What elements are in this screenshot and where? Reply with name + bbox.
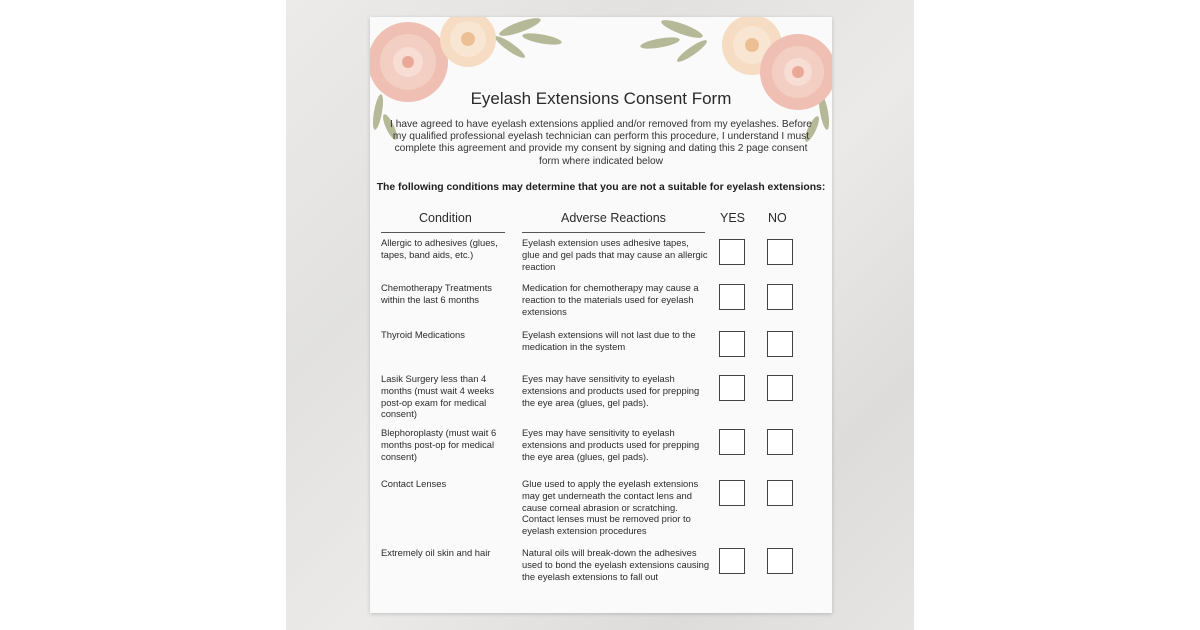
reaction-cell: Eyelash extensions will not last due to the medication in the system (522, 329, 696, 352)
column-header-condition: Condition (419, 211, 472, 225)
column-header-yes: YES (720, 211, 746, 225)
suitability-notice: The following conditions may determine that you are not a suitable for eyelash extensions: (376, 182, 826, 193)
consent-form-page (370, 17, 832, 613)
yes-checkbox[interactable] (719, 284, 745, 310)
no-checkbox[interactable] (767, 480, 793, 506)
no-checkbox[interactable] (767, 375, 793, 401)
condition-cell: Blephoroplasty (must wait 6 months post-op for medical consent) (381, 427, 497, 462)
yes-checkbox[interactable] (719, 480, 745, 506)
reaction-cell: Glue used to apply the eyelash extensions may get underneath the contact lens and cause corneal abrasion or scratching. Contact lenses must be removed prior to eyelash extension procedures (522, 478, 699, 537)
column-header-no: NO (768, 211, 787, 225)
yes-checkbox[interactable] (719, 548, 745, 574)
yes-checkbox[interactable] (719, 331, 745, 357)
yes-checkbox[interactable] (719, 375, 745, 401)
reaction-cell: Eyes may have sensitivity to eyelash extensions and products used for prepping the eye area (glues, gel pads). (522, 373, 700, 408)
no-checkbox[interactable] (767, 548, 793, 574)
condition-cell: Lasik Surgery less than 4 months (must wait 4 weeks post-op exam for medical consent) (381, 373, 495, 420)
condition-cell: Chemotherapy Treatments within the last 6 months (381, 282, 492, 305)
condition-cell: Extremely oil skin and hair (381, 547, 491, 558)
no-checkbox[interactable] (767, 284, 793, 310)
no-checkbox[interactable] (767, 239, 793, 265)
reaction-cell: Eyelash extension uses adhesive tapes, glue and gel pads that may cause an allergic reaction (522, 237, 708, 272)
condition-cell: Contact Lenses (381, 478, 447, 489)
condition-cell: Allergic to adhesives (glues, tapes, band aids, etc.) (381, 237, 498, 260)
condition-cell: Thyroid Medications (381, 329, 465, 340)
reaction-cell: Eyes may have sensitivity to eyelash extensions and products used for prepping the eye area (glues, gel pads). (522, 427, 700, 462)
header-divider (381, 232, 505, 233)
yes-checkbox[interactable] (719, 429, 745, 455)
no-checkbox[interactable] (767, 331, 793, 357)
reaction-cell: Medication for chemotherapy may cause a reaction to the materials used for eyelash extensions (522, 282, 699, 317)
form-title: Eyelash Extensions Consent Form (470, 89, 732, 108)
yes-checkbox[interactable] (719, 239, 745, 265)
reaction-cell: Natural oils will break-down the adhesives used to bond the eyelash extensions causing the eyelash extensions to fall out (522, 547, 710, 582)
intro-paragraph: I have agreed to have eyelash extensions applied and/or removed from my eyelashes. Before my qualified professional eyelash technician can perform this procedure, I understand I must complete this agreement and provide my consent by signing and dating this 2 page consent form where indicated below (390, 119, 812, 167)
header-divider (522, 232, 705, 233)
column-header-adverse-reactions: Adverse Reactions (561, 211, 666, 225)
no-checkbox[interactable] (767, 429, 793, 455)
